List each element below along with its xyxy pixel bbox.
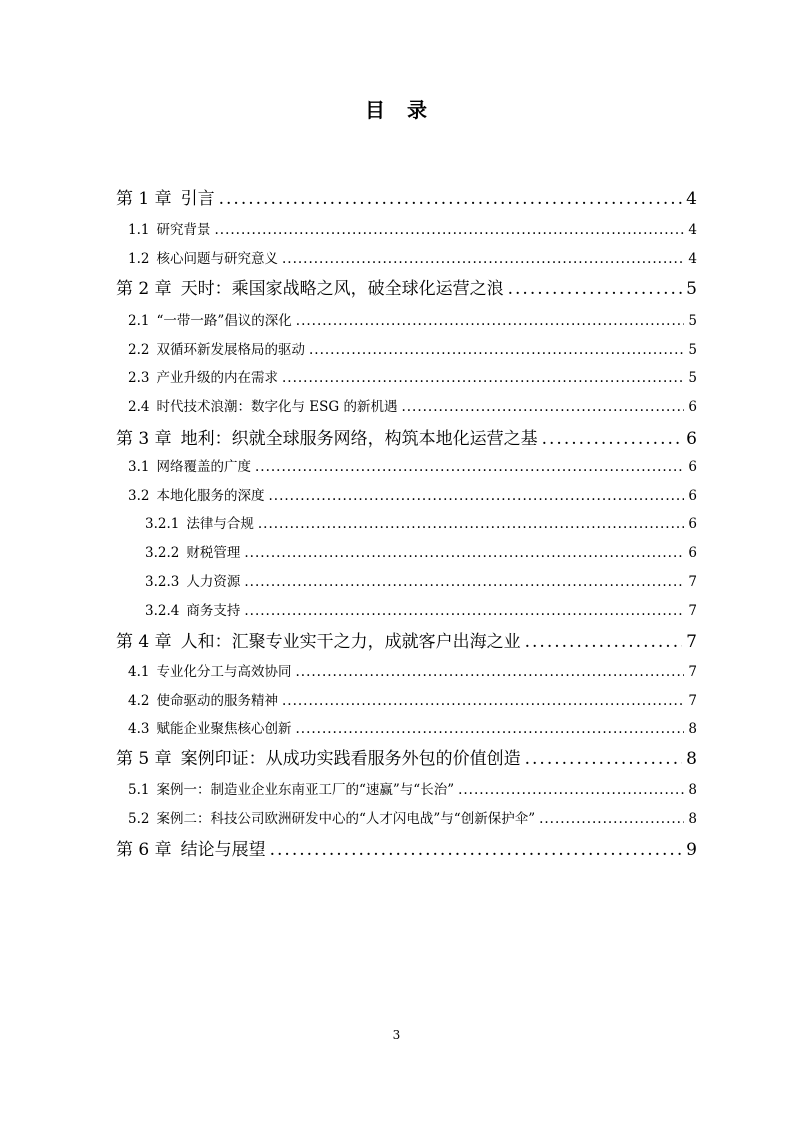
page-title: 目 录	[365, 98, 428, 122]
toc-entry-title: “一带一路”倡议的深化	[156, 313, 292, 329]
toc-entry-number: 第 2 章	[116, 279, 172, 299]
toc-entry-page: 7	[688, 603, 697, 619]
toc-entry-page: 4	[688, 251, 697, 267]
toc-leader-dots	[255, 459, 684, 475]
toc-entry-page: 5	[688, 313, 697, 329]
toc-leader-dots	[525, 632, 683, 652]
toc-entry-title: 案例一：制造业企业东南亚工厂的“速赢”与“长治”	[156, 782, 455, 798]
toc-entry-number: 5.1	[128, 782, 150, 798]
toc-leader-dots	[214, 222, 684, 238]
toc-leader-dots	[244, 545, 684, 561]
toc-entry[interactable]	[128, 455, 697, 475]
toc-leader-dots	[309, 342, 684, 358]
toc-entry-number: 2.3	[128, 370, 150, 386]
toc-entry[interactable]	[128, 807, 697, 827]
toc-entry-title: 赋能企业聚焦核心创新	[156, 721, 292, 737]
toc-entry-title: 产业升级的内在需求	[156, 370, 278, 386]
toc-entry-number: 3.2.4	[145, 603, 180, 619]
toc-entry-number: 2.4	[128, 399, 150, 415]
toc-entry-page: 7	[688, 693, 697, 709]
toc-entry-title: 地利：织就全球服务网络，构筑本地化运营之基	[180, 429, 538, 449]
toc-entry-number: 3.1	[128, 459, 150, 475]
toc-entry-page: 6	[686, 429, 697, 449]
toc-leader-dots	[282, 251, 684, 267]
toc-entry-title: 双循环新发展格局的驱动	[156, 342, 305, 358]
toc-entry[interactable]	[128, 247, 697, 267]
toc-leader-dots	[295, 721, 684, 737]
toc-entry-number: 4.1	[128, 664, 150, 680]
toc-entry-title: 人力资源	[186, 574, 241, 590]
toc-entry-title: 案例印证：从成功实践看服务外包的价值创造	[180, 749, 521, 769]
toc-entry-page: 6	[688, 516, 697, 532]
toc-entry[interactable]	[145, 599, 697, 619]
toc-entry-title: 结论与展望	[180, 840, 266, 860]
toc-leader-dots	[244, 603, 684, 619]
toc-entry-number: 第 6 章	[116, 840, 172, 860]
toc-leader-dots	[525, 749, 683, 769]
toc-entry-page: 5	[686, 279, 697, 299]
toc-leader-dots	[295, 664, 684, 680]
toc-entry-title: 本地化服务的深度	[156, 488, 265, 504]
toc-entry-page: 7	[688, 664, 697, 680]
toc-entry[interactable]	[128, 366, 697, 386]
toc-leader-dots	[542, 429, 683, 449]
toc-entry-number: 3.2.3	[145, 574, 180, 590]
toc-entry-page: 8	[688, 721, 697, 737]
toc-entry-title: 研究背景	[156, 222, 211, 238]
toc-entry-title: 使命驱动的服务精神	[156, 693, 278, 709]
toc-entry-number: 4.2	[128, 693, 150, 709]
toc-entry[interactable]	[128, 395, 697, 415]
toc-leader-dots	[219, 189, 683, 209]
toc-entry[interactable]	[116, 424, 697, 449]
toc-leader-dots	[458, 782, 684, 798]
toc-entry-title: 时代技术浪潮：数字化与 ESG 的新机遇	[156, 399, 398, 415]
toc-entry[interactable]	[128, 660, 697, 680]
toc-entry-page: 6	[688, 488, 697, 504]
toc-entry-title: 财税管理	[186, 545, 241, 561]
toc-entry[interactable]	[128, 309, 697, 329]
toc-entry-page: 5	[688, 370, 697, 386]
toc-entry-page: 8	[688, 782, 697, 798]
toc-entry-number: 2.1	[128, 313, 150, 329]
toc-entry-number: 3.2.2	[145, 545, 180, 561]
toc-entry[interactable]	[145, 512, 697, 532]
toc-entry[interactable]	[128, 778, 697, 798]
page-number: 3	[392, 1028, 401, 1042]
toc-entry[interactable]	[128, 717, 697, 737]
toc-entry[interactable]	[116, 835, 697, 860]
toc-leader-dots	[282, 370, 684, 386]
toc-entry-page: 4	[688, 222, 697, 238]
toc-entry-page: 8	[686, 749, 697, 769]
toc-entry-title: 商务支持	[186, 603, 241, 619]
toc-leader-dots	[539, 811, 684, 827]
toc-entry-page: 5	[688, 342, 697, 358]
toc-entry-title: 引言	[180, 189, 215, 209]
toc-entry-number: 第 5 章	[116, 749, 172, 769]
toc-entry[interactable]	[116, 184, 697, 209]
toc-entry-title: 核心问题与研究意义	[156, 251, 278, 267]
toc-entry-number: 3.2	[128, 488, 150, 504]
toc-entry-page: 8	[688, 811, 697, 827]
toc-entry-page: 6	[688, 545, 697, 561]
toc-entry[interactable]	[128, 484, 697, 504]
toc-entry-page: 9	[686, 840, 697, 860]
toc-leader-dots	[296, 313, 685, 329]
toc-entry-number: 5.2	[128, 811, 150, 827]
toc-leader-dots	[268, 488, 684, 504]
toc-entry[interactable]	[145, 570, 697, 590]
toc-entry-title: 天时：乘国家战略之风，破全球化运营之浪	[180, 279, 504, 299]
toc-entry-title: 专业化分工与高效协同	[156, 664, 292, 680]
toc-entry[interactable]	[128, 218, 697, 238]
toc-entry-title: 法律与合规	[186, 516, 254, 532]
toc-entry-number: 3.2.1	[145, 516, 180, 532]
toc-entry[interactable]	[128, 689, 697, 709]
toc-entry[interactable]	[116, 274, 697, 299]
toc-entry-title: 网络覆盖的广度	[156, 459, 251, 475]
toc-entry-number: 第 1 章	[116, 189, 172, 209]
toc-leader-dots	[508, 279, 683, 299]
toc-entry[interactable]	[128, 338, 697, 358]
toc-entry-number: 4.3	[128, 721, 150, 737]
toc-entry-page: 4	[686, 189, 697, 209]
toc-entry-title: 人和：汇聚专业实干之力，成就客户出海之业	[180, 632, 521, 652]
toc-entry[interactable]	[116, 627, 697, 652]
toc-entry[interactable]	[145, 541, 697, 561]
toc-leader-dots	[282, 693, 684, 709]
toc-leader-dots	[401, 399, 684, 415]
toc-leader-dots	[258, 516, 685, 532]
toc-entry-title: 案例二：科技公司欧洲研发中心的“人才闪电战”与“创新保护伞”	[156, 811, 536, 827]
toc-entry-page: 6	[688, 399, 697, 415]
toc-leader-dots	[244, 574, 684, 590]
toc-leader-dots	[270, 840, 683, 860]
toc-entry-page: 7	[688, 574, 697, 590]
toc-entry-number: 第 4 章	[116, 632, 172, 652]
toc-entry-number: 1.1	[128, 222, 150, 238]
toc-entry-number: 1.2	[128, 251, 150, 267]
toc-entry[interactable]	[116, 744, 697, 769]
toc-entry-number: 第 3 章	[116, 429, 172, 449]
toc-entry-page: 6	[688, 459, 697, 475]
toc-entry-number: 2.2	[128, 342, 150, 358]
toc-entry-page: 7	[686, 632, 697, 652]
